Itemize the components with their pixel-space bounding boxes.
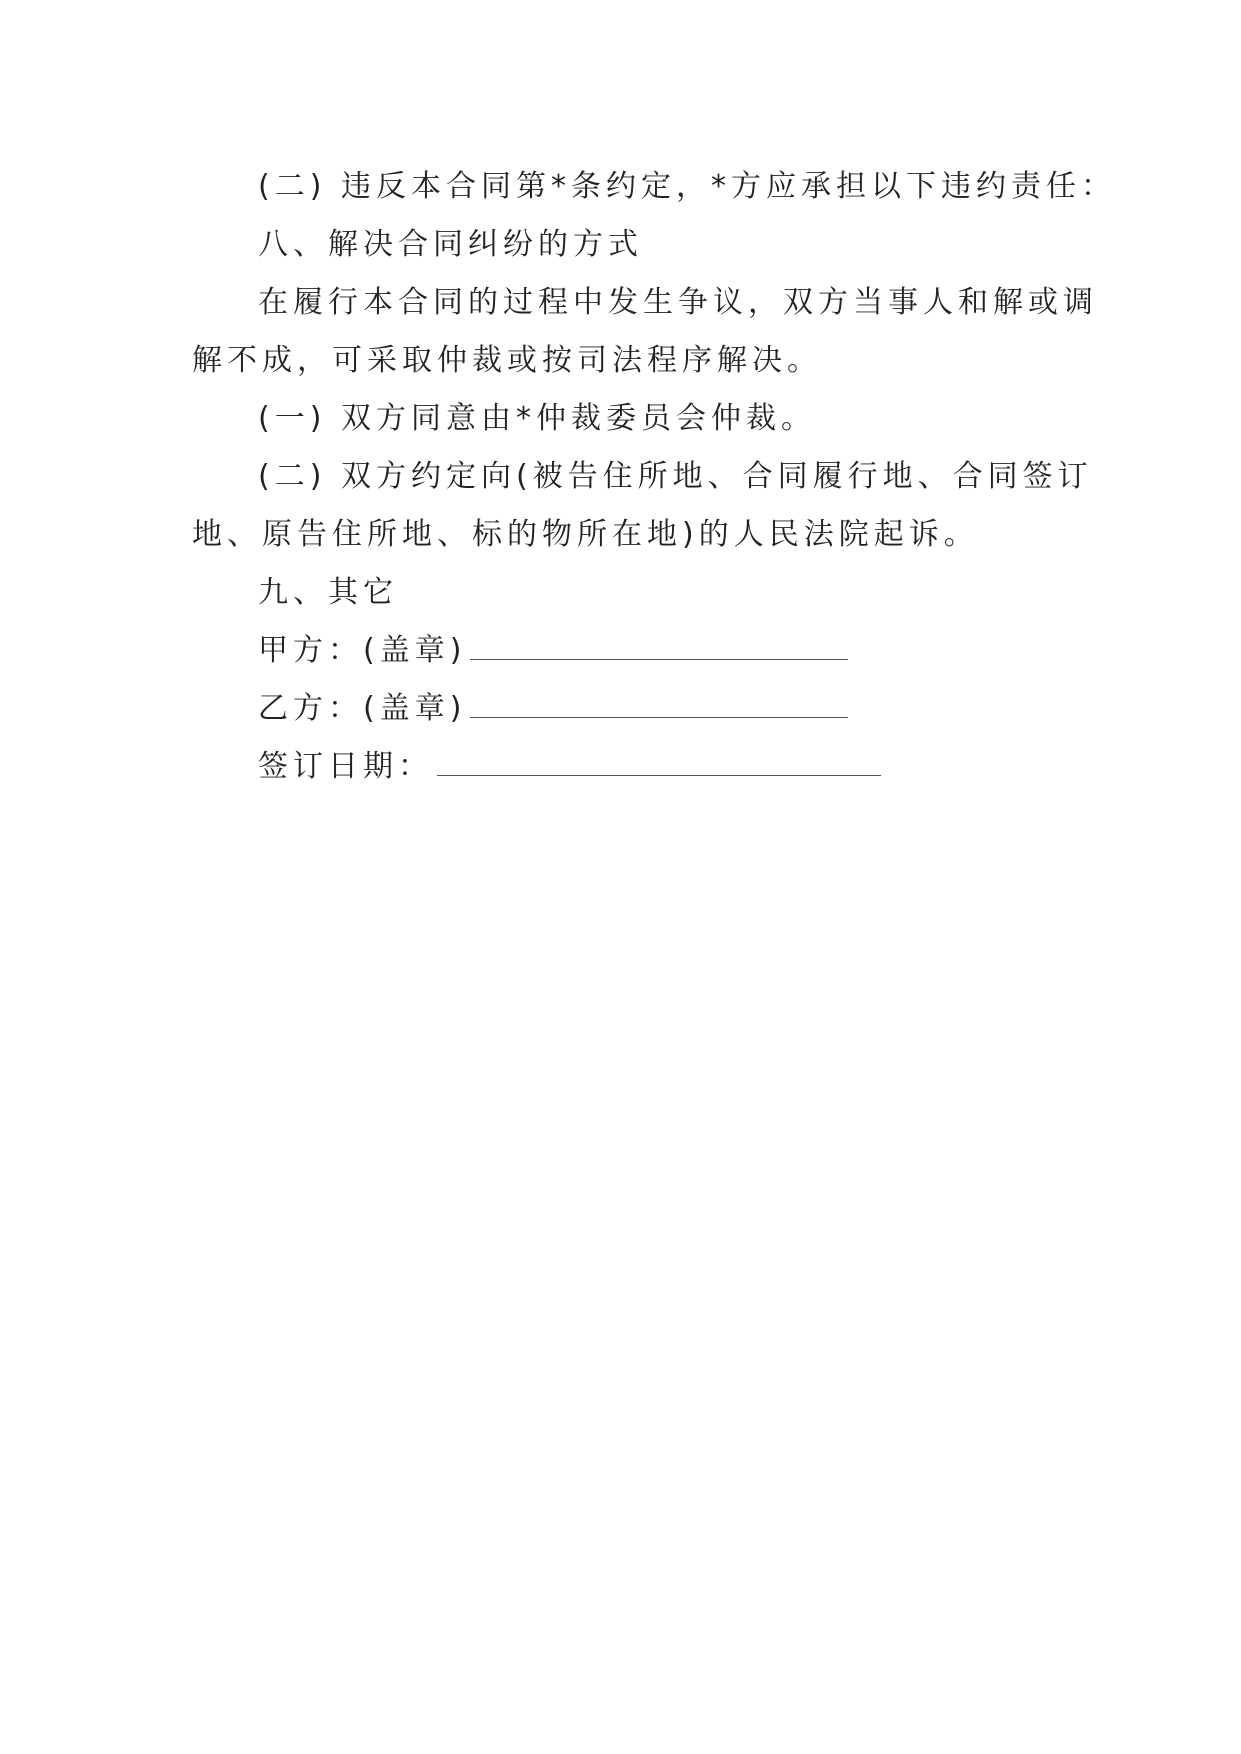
document-body <box>192 158 1116 796</box>
section-heading-other: 九、其它 <box>258 575 398 610</box>
party-a-label: 甲方：(盖章) <box>258 633 467 668</box>
clause-breach-2: (二) 违反本合同第*条约定，*方应承担以下违约责任： <box>258 169 1116 204</box>
party-b-label: 乙方：(盖章) <box>258 691 467 726</box>
section-heading-dispute-resolution: 八、解决合同纠纷的方式 <box>258 227 643 262</box>
dispute-paragraph-line-1: 在履行本合同的过程中发生争议，双方当事人和解或调 <box>258 285 1098 320</box>
signature-party-b <box>192 680 1072 738</box>
signature-party-a <box>192 622 1072 680</box>
party-a-signature-line <box>470 633 848 660</box>
clause-court-line-1: (二) 双方约定向(被告住所地、合同履行地、合同签订 <box>258 459 1093 494</box>
clause-court-line-2: 地、原告住所地、标的物所在地)的人民法院起诉。 <box>192 517 979 552</box>
date-label: 签订日期： <box>258 749 433 784</box>
dispute-paragraph-line-2: 解不成，可采取仲裁或按司法程序解决。 <box>192 343 822 378</box>
party-b-signature-line <box>470 691 848 718</box>
date-signature-line <box>437 749 881 776</box>
signature-date <box>192 738 1072 796</box>
clause-arbitration: (一) 双方同意由*仲裁委员会仲裁。 <box>258 401 816 436</box>
